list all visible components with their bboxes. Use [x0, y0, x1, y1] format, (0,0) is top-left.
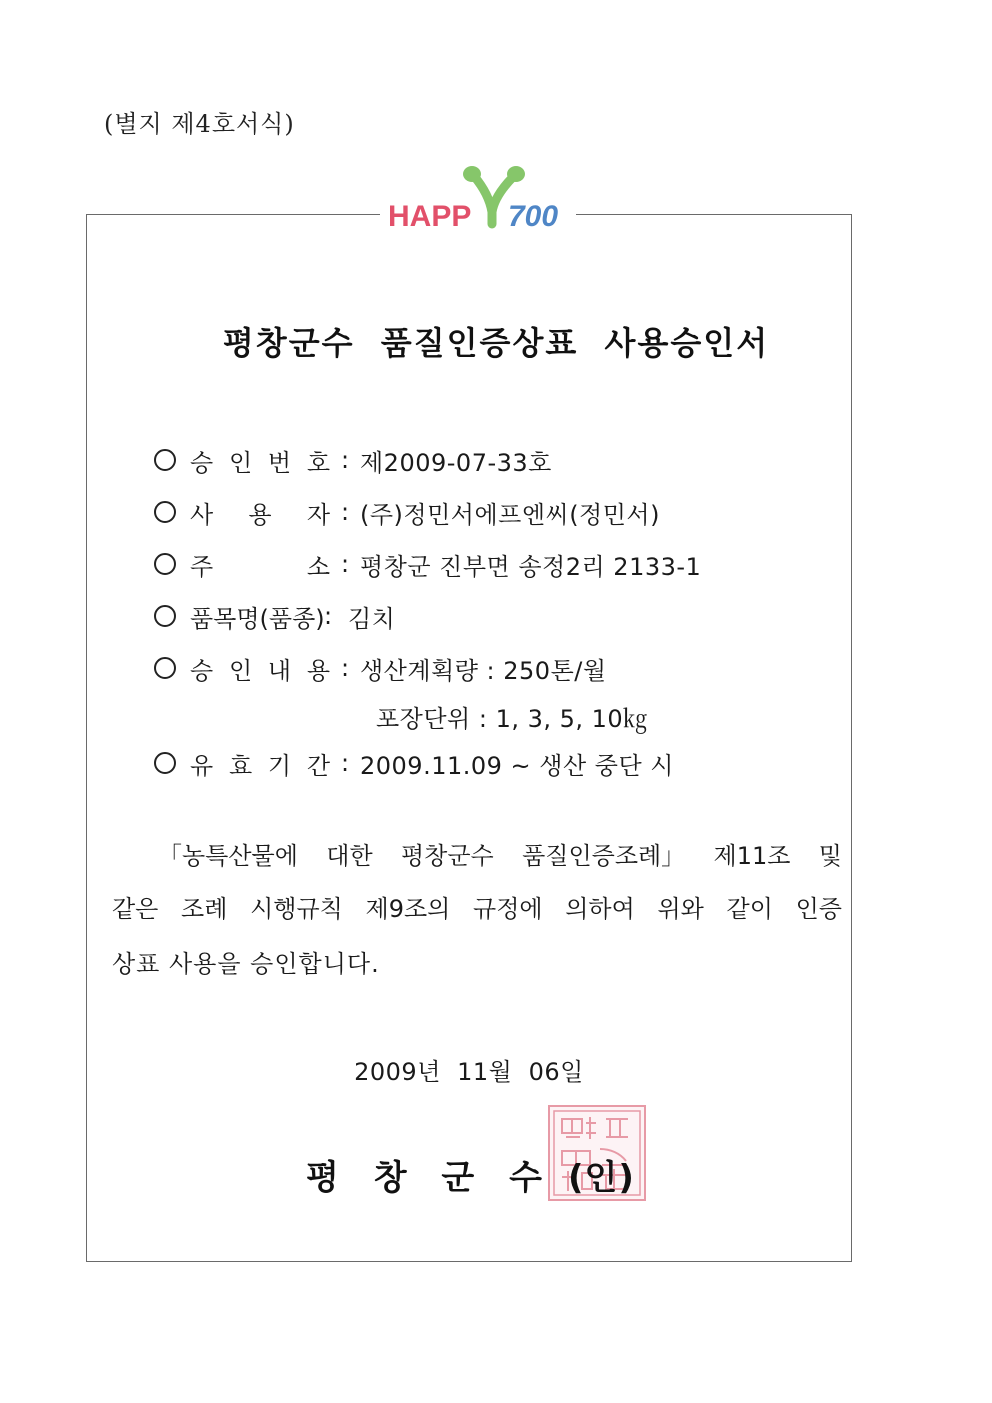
document-title: 평창군수 품질인증상표 사용승인서	[222, 324, 770, 362]
field-label: 승 인 내 용	[190, 656, 330, 685]
circle-bullet-icon	[154, 752, 176, 774]
field-approval-content	[154, 648, 607, 688]
svg-text:HAPP: HAPP	[388, 200, 472, 233]
circle-bullet-icon	[154, 501, 176, 523]
svg-text:700: 700	[508, 200, 559, 233]
body-text-line-2: 같은 조례 시행규칙 제9조의 규정에 의하여 위와 같이 인증	[112, 895, 842, 923]
circle-bullet-icon	[154, 553, 176, 575]
document-frame	[86, 214, 852, 1262]
circle-bullet-icon	[154, 449, 176, 471]
field-colon: :	[340, 550, 350, 578]
field-validity-period	[154, 743, 674, 783]
happy700-logo	[380, 164, 576, 236]
seal-label: (인)	[568, 1158, 635, 1198]
field-value: 김치	[348, 604, 396, 633]
field-colon: :	[340, 498, 350, 526]
field-packaging-unit: 포장단위 : 1, 3, 5, 10㎏	[376, 704, 648, 733]
field-label: 승 인 번 호	[190, 448, 330, 477]
form-number: (별지 제4호서식)	[104, 110, 295, 138]
field-user	[154, 492, 660, 532]
field-value: 평창군 진부면 송정2리 2133-1	[360, 552, 702, 581]
body-text-line-3: 상표 사용을 승인합니다.	[112, 950, 380, 978]
circle-bullet-icon	[154, 657, 176, 679]
field-value: (주)정민서에프엔씨(정민서)	[360, 500, 660, 529]
field-label: 사 용 자	[190, 500, 330, 529]
field-colon: :	[340, 446, 350, 474]
body-text-line-1: 「농특산물에 대한 평창군수 품질인증조례」 제11조 및	[158, 842, 842, 870]
field-value: 제2009-07-33호	[360, 448, 552, 477]
field-colon: :	[340, 749, 350, 777]
field-approval-number	[154, 440, 552, 480]
issuer-name: 평 창 군 수	[306, 1158, 542, 1198]
field-product-name	[154, 596, 395, 636]
issue-date: 2009년 11월 06일	[354, 1058, 584, 1086]
field-label: 주 소	[190, 552, 330, 581]
field-address	[154, 544, 701, 584]
circle-bullet-icon	[154, 605, 176, 627]
field-colon: :	[340, 654, 350, 682]
field-label: 유 효 기 간	[190, 751, 330, 780]
happy700-logo-icon	[380, 164, 576, 236]
field-value: 2009.11.09 ~ 생산 중단 시	[360, 751, 674, 780]
field-colon: :	[324, 602, 333, 630]
field-label: 품목명(품종)	[190, 604, 325, 633]
field-value: 생산계획량 : 250톤/월	[360, 656, 607, 685]
